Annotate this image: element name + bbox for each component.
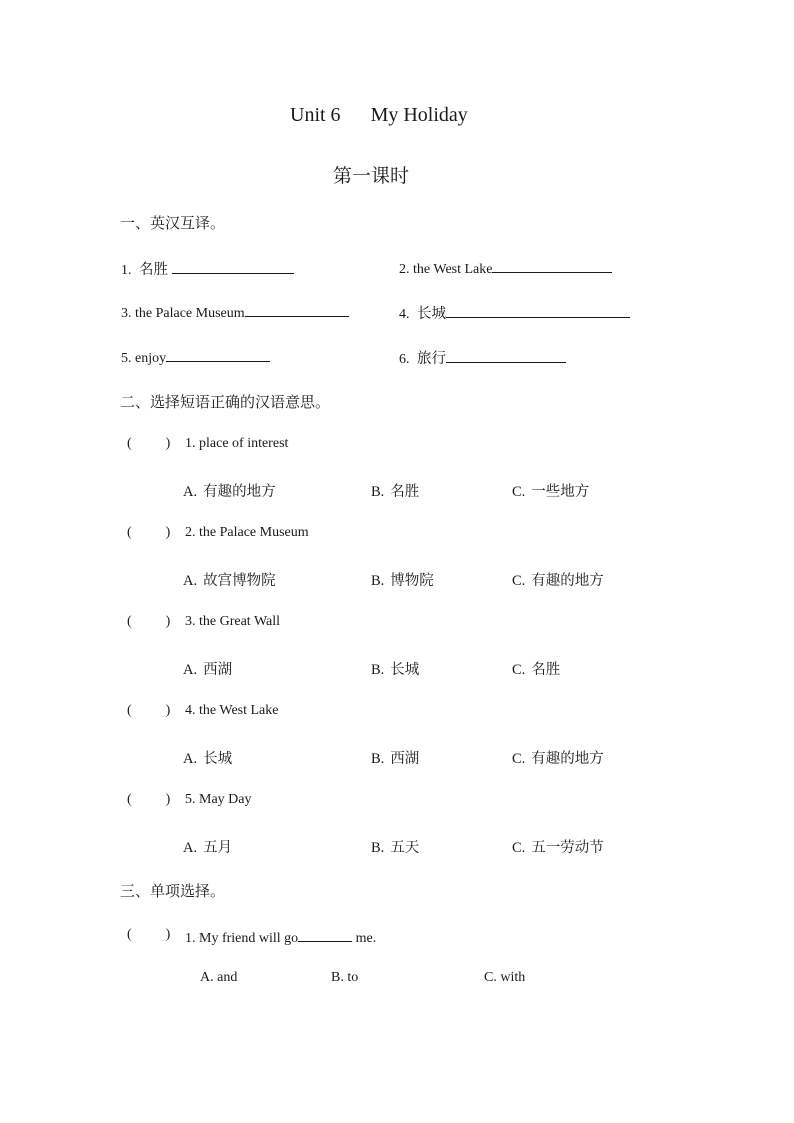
question-text: 4. the West Lake xyxy=(185,703,279,718)
translate-item-3: 3. the Palace Museum xyxy=(121,302,349,322)
option-b[interactable]: B. 长城 xyxy=(371,662,420,678)
answer-paren[interactable]: ( ) xyxy=(127,525,171,540)
answer-paren[interactable]: ( ) xyxy=(127,436,171,451)
option-b[interactable]: B. 博物院 xyxy=(371,573,434,589)
question-text: 3. the Great Wall xyxy=(185,614,281,629)
section1-heading: 一、英汉互译。 xyxy=(120,214,226,232)
option-b[interactable]: B. 五天 xyxy=(371,840,420,856)
option-a[interactable]: A. 长城 xyxy=(183,751,233,767)
answer-blank[interactable] xyxy=(172,259,294,274)
mc-option-b[interactable]: B. to xyxy=(331,970,359,985)
option-c[interactable]: C. 五一劳动节 xyxy=(512,840,604,856)
mc-option-c[interactable]: C. with xyxy=(484,970,526,985)
unit-number: Unit 6 xyxy=(290,104,341,126)
option-b[interactable]: B. 西湖 xyxy=(371,751,420,767)
lesson-subtitle: 第一课时 xyxy=(333,165,410,187)
answer-blank[interactable] xyxy=(446,303,630,318)
question-text: 1. place of interest xyxy=(185,436,289,451)
answer-blank[interactable] xyxy=(245,302,349,317)
option-a[interactable]: A. 有趣的地方 xyxy=(183,484,276,500)
page-title xyxy=(290,104,468,127)
option-c[interactable]: C. 一些地方 xyxy=(512,484,590,500)
translate-item-2: 2. the West Lake xyxy=(399,258,612,278)
option-a[interactable]: A. 故宫博物院 xyxy=(183,573,276,589)
answer-blank[interactable] xyxy=(166,347,270,362)
section3-heading: 三、单项选择。 xyxy=(120,882,226,900)
answer-blank[interactable] xyxy=(492,258,612,273)
option-c[interactable]: C. 名胜 xyxy=(512,662,561,678)
answer-blank[interactable] xyxy=(446,348,566,363)
question-text: 5. May Day xyxy=(185,792,252,807)
option-b[interactable]: B. 名胜 xyxy=(371,484,420,500)
translate-item-6: 6. 旅行 xyxy=(399,347,566,368)
translate-item-4: 4. 长城 xyxy=(399,302,630,323)
translate-item-5: 5. enjoy xyxy=(121,347,270,367)
answer-paren[interactable]: ( ) xyxy=(127,614,171,629)
option-c[interactable]: C. 有趣的地方 xyxy=(512,573,604,589)
question-text: 2. the Palace Museum xyxy=(185,525,309,540)
answer-paren[interactable]: ( ) xyxy=(127,927,171,942)
section2-heading: 二、选择短语正确的汉语意思。 xyxy=(120,393,331,411)
option-a[interactable]: A. 五月 xyxy=(183,840,233,856)
mc-question-text: 1. My friend will go me. xyxy=(185,927,376,947)
option-a[interactable]: A. 西湖 xyxy=(183,662,233,678)
option-c[interactable]: C. 有趣的地方 xyxy=(512,751,604,767)
answer-paren[interactable]: ( ) xyxy=(127,703,171,718)
unit-name: My Holiday xyxy=(370,104,468,126)
answer-paren[interactable]: ( ) xyxy=(127,792,171,807)
answer-blank[interactable] xyxy=(298,927,352,942)
translate-item-1: 1. 名胜 xyxy=(121,258,294,279)
mc-option-a[interactable]: A. and xyxy=(200,970,238,985)
